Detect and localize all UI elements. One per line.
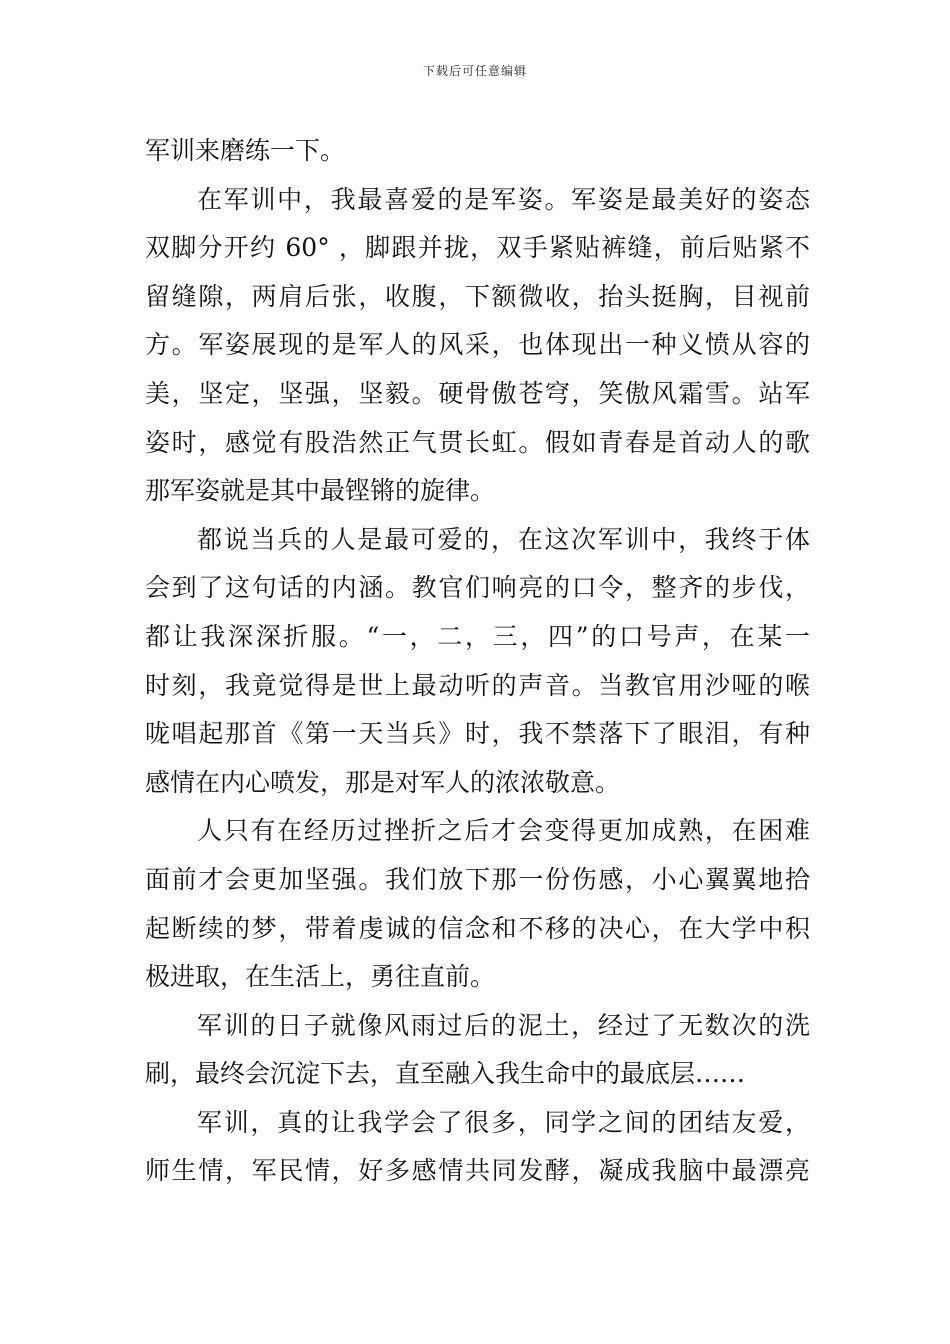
text-line: 咙唱起那首《第一天当兵》时，我不禁落下了眼泪，有种 (145, 719, 810, 749)
text-line: 面前才会更加坚强。我们放下那一份伤感，小心翼翼地拾 (145, 864, 810, 894)
text-line: 留缝隙，两肩后张，收腹，下额微收，抬头挺胸，目视前 (145, 281, 810, 311)
text-line: 都说当兵的人是最可爱的，在这次军训中，我终于体 (197, 524, 810, 554)
text-line: 刷，最终会沉淀下去，直至融入我生命中的最底层…… (145, 1059, 746, 1089)
text-line: 感情在内心喷发，那是对军人的浓浓敬意。 (145, 767, 621, 797)
document-body (145, 127, 810, 1196)
text-line: 美，坚定，坚强，坚毅。硬骨傲苍穹，笑傲风霜雪。站军 (145, 378, 810, 408)
text-line: 军训，真的让我学会了很多，同学之间的团结友爱， (197, 1107, 810, 1137)
text-line: 姿时，感觉有股浩然正气贯长虹。假如青春是首动人的歌 (145, 427, 810, 457)
text-line: 都让我深深折服。“一，二，三，四”的口号声，在某一 (145, 621, 810, 651)
text-line: 时刻，我竟觉得是世上最动听的声音。当教官用沙哑的喉 (145, 670, 810, 700)
text-line: 方。军姿展现的是军人的风采，也体现出一种义愤从容的 (145, 330, 810, 360)
text-line: 在军训中，我最喜爱的是军姿。军姿是最美好的姿态 (197, 184, 810, 214)
text-line: 那军姿就是其中最铿锵的旋律。 (145, 476, 496, 506)
text-line: 起断续的梦，带着虔诚的信念和不移的决心，在大学中积 (145, 913, 810, 943)
text-line: 人只有在经历过挫折之后才会变得更加成熟，在困难 (197, 816, 810, 846)
page-header: 下载后可任意编辑 (422, 64, 527, 78)
text-line: 师生情，军民情，好多感情共同发酵，凝成我脑中最漂亮 (145, 1156, 810, 1186)
text-line: 会到了这句话的内涵。教官们响亮的口令，整齐的步伐， (145, 573, 810, 603)
text-line: 军训来磨练一下。 (145, 136, 346, 165)
text-line: 军训的日子就像风雨过后的泥土，经过了无数次的洗 (197, 1010, 810, 1040)
text-line: 双脚分开约 60° ，脚跟并拢，双手紧贴裤缝，前后贴紧不 (145, 233, 810, 263)
text-line: 极进取，在生活上，勇往直前。 (145, 962, 496, 992)
